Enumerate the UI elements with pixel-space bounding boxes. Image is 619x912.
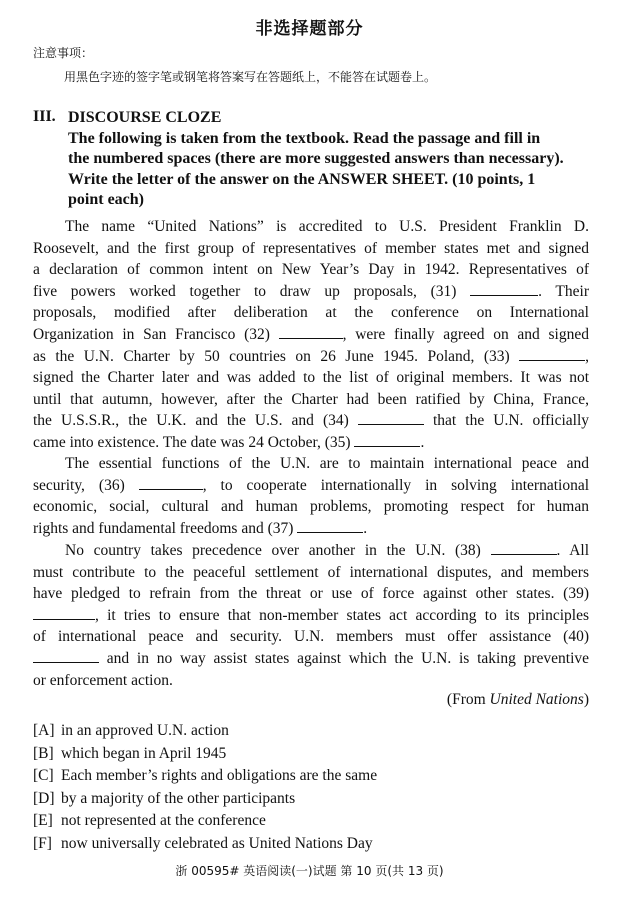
option-letter: [B] — [33, 744, 54, 762]
passage-line: have pledged to refrain from the threat or use of force against other states. (39) — [33, 585, 589, 603]
blank-number-35: (35) — [324, 433, 351, 451]
passage-line: The essential functions of the U.N. are to maintain international peace and — [65, 455, 589, 472]
option-f — [33, 833, 553, 856]
instruction-line: The following is taken from the textbook. Read the passage and fill in — [68, 129, 541, 147]
blank-32 — [279, 325, 343, 339]
blank-36 — [139, 476, 203, 490]
blank-number-39: (39) — [563, 585, 589, 603]
option-d — [33, 788, 553, 811]
blank-31 — [470, 282, 538, 296]
page-footer: 浙 00595# 英语阅读(一)试题 第 10 页(共 13 页) — [175, 864, 444, 878]
option-text: not represented at the conference — [61, 812, 266, 830]
passage-line: came into existence. The date was 24 October, (35) . — [33, 433, 425, 451]
option-c — [33, 765, 553, 788]
blank-number-37: (37) — [267, 519, 294, 537]
passage-paragraph-2 — [33, 453, 589, 539]
option-text: by a majority of the other participants — [61, 789, 296, 807]
passage-line: economic, social, cultural and human problems, promoting respect for human — [33, 498, 589, 516]
passage-line: the U.S.S.R., the U.K. and the U.S. and (34) that the U.N. officially — [33, 412, 590, 430]
blank-37 — [297, 519, 363, 533]
option-letter: [E] — [33, 812, 53, 830]
option-a — [33, 720, 553, 743]
blank-number-36: (36) — [98, 476, 125, 494]
passage-line: , it tries to ensure that non-member states act according to its principles — [33, 605, 589, 627]
section-heading — [68, 108, 593, 211]
answer-options — [33, 720, 553, 856]
blank-number-33: (33) — [483, 347, 510, 365]
blank-35 — [354, 433, 420, 447]
instruction-line: point each) — [68, 191, 144, 208]
option-text: in an approved U.N. action — [61, 722, 229, 739]
passage-line: as the U.N. Charter by 50 countries on 26 June 1945. Poland, (33) , — [33, 347, 590, 365]
section-title: DISCOURSE CLOZE — [68, 109, 222, 126]
blank-number-38: (38) — [455, 542, 481, 559]
option-b — [33, 743, 553, 766]
section-number: III. — [33, 108, 56, 125]
option-letter: [D] — [33, 789, 55, 807]
passage-line: proposals, modified after deliberation at the conference on International — [33, 304, 589, 322]
notice-label: 注意事项： — [33, 46, 94, 60]
passage-line: rights and fundamental freedoms and (37) . — [33, 519, 368, 537]
instruction-line: the numbered spaces (there are more suggested answers than necessary). — [68, 150, 564, 167]
blank-number-40: (40) — [563, 628, 589, 646]
source-citation: (From United Nations) — [446, 691, 589, 708]
passage-line: until that autumn, however, after the Charter had been ratified by China, France, — [33, 390, 589, 408]
passage-line: The name “United Nations” is accredited to U.S. President Franklin D. — [65, 218, 589, 235]
source-title: United Nations — [489, 691, 584, 708]
option-e — [33, 810, 553, 833]
option-text: now universally celebrated as United Nations Day — [61, 834, 373, 852]
option-text: Each member’s rights and obligations are the same — [61, 767, 378, 785]
passage-line: signed the Charter later and was added to the list of original members. It was not — [33, 369, 589, 387]
part-title: 非选择题部分 — [255, 19, 364, 39]
blank-34 — [358, 411, 424, 425]
instruction-line: Write the letter of the answer on the ANSWER SHEET. (10 points, 1 — [68, 170, 536, 188]
blank-33 — [519, 347, 585, 361]
blank-38 — [491, 541, 557, 555]
blank-number-34: (34) — [322, 412, 349, 430]
passage-line: Roosevelt, and the first group of representatives of member states met and signed — [33, 239, 589, 257]
blank-39 — [33, 606, 95, 620]
passage-line: of international peace and security. U.N. members must offer assistance (40) — [33, 628, 589, 646]
blank-number-32: (32) — [244, 325, 270, 343]
passage-line: or enforcement action. — [33, 671, 173, 689]
passage-line: a declaration of common intent on New Year’s Day in 1942. Representatives of — [33, 261, 589, 279]
passage-line: five powers worked together to draw up proposals, (31) . Their — [33, 282, 589, 300]
passage-paragraph-3 — [33, 540, 589, 691]
passage-line: Organization in San Francisco (32) , were finally agreed on and signed — [33, 325, 589, 343]
passage-paragraph-1 — [33, 216, 589, 454]
option-letter: [A] — [33, 722, 55, 739]
passage-line: security, (36) , to cooperate internationally in solving international — [33, 476, 590, 494]
option-letter: [C] — [33, 767, 54, 785]
option-text: which began in April 1945 — [61, 744, 227, 762]
blank-number-31: (31) — [430, 282, 457, 300]
option-letter: [F] — [33, 834, 52, 852]
passage-line: No country takes precedence over another in the U.N. (38) . All — [65, 542, 590, 559]
passage-line: must contribute to the peaceful settlement of international disputes, and members — [33, 563, 589, 581]
passage-line: and in no way assist states against which the U.N. is taking preventive — [33, 648, 589, 670]
notice-text: 用黑色字迹的签字笔或钢笔将答案写在答题纸上，不能答在试题卷上。 — [64, 70, 437, 84]
blank-40 — [33, 649, 99, 663]
